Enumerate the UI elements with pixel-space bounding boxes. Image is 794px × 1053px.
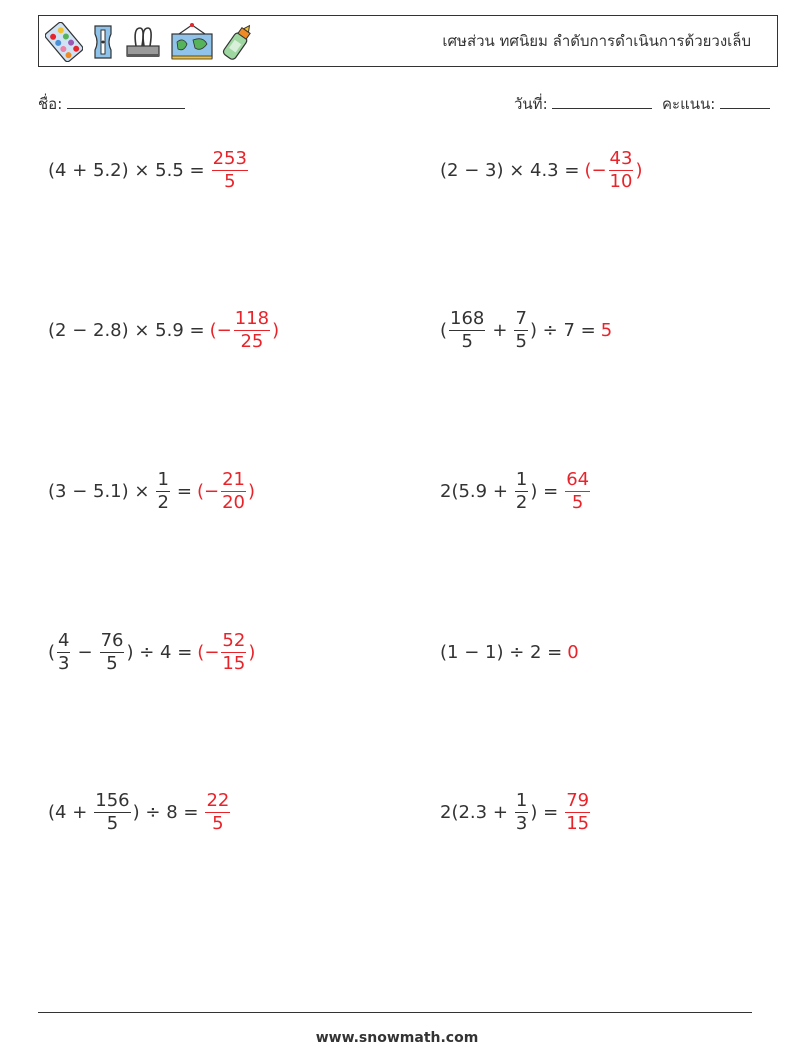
problem-expression-end: ) =: [530, 801, 559, 823]
fraction-denominator: 3: [58, 652, 70, 674]
date-label: วันที่:: [514, 95, 548, 113]
fraction-numerator: 79: [566, 789, 590, 811]
fraction: [449, 309, 485, 352]
fraction-numerator: 22: [206, 789, 230, 811]
fraction-denominator: 25: [240, 330, 264, 352]
problem-expression-end: ) ÷ 7 =: [529, 319, 596, 341]
fraction-numerator: 1: [157, 468, 169, 490]
problem-7: [48, 624, 255, 680]
header-icons: [45, 20, 255, 64]
fraction-denominator: 15: [222, 652, 246, 674]
problem-expression-end: ) ÷ 4 =: [126, 641, 193, 663]
answer-prefix: (−: [197, 641, 220, 663]
answer: [210, 309, 280, 352]
fraction: [515, 470, 528, 513]
problem-expression-start: (: [48, 641, 56, 663]
problem-3: [48, 302, 279, 358]
score-field: [662, 92, 770, 116]
name-label: ชื่อ:: [38, 95, 63, 113]
fraction-numerator: 7: [515, 307, 527, 329]
answer: [203, 791, 232, 834]
fraction: [565, 470, 590, 513]
fraction-denominator: 5: [515, 330, 527, 352]
fraction-numerator: 156: [95, 789, 130, 811]
problem-expression-start: 2(5.9 +: [440, 480, 508, 502]
fraction: [100, 631, 125, 674]
fraction-denominator: 20: [222, 491, 246, 513]
problem-8: [440, 624, 579, 680]
answer: [584, 149, 642, 192]
problem-5: [48, 463, 255, 519]
fraction-numerator: 21: [222, 468, 246, 490]
problem-expression-start: (4 + 5.2) × 5.5 =: [48, 159, 205, 181]
problem-2: [440, 142, 642, 198]
fraction-denominator: 15: [566, 812, 590, 834]
problem-10: [440, 784, 592, 840]
fraction: [609, 149, 634, 192]
footer-divider: [38, 1012, 752, 1013]
fraction-denominator: 5: [224, 170, 236, 192]
fraction-denominator: 5: [571, 491, 584, 513]
fraction-numerator: 118: [234, 307, 270, 329]
answer-value: 0: [567, 641, 579, 663]
fraction-denominator: 10: [609, 170, 633, 192]
problem-expression-end: ) =: [530, 480, 559, 502]
score-label: คะแนน:: [662, 95, 716, 113]
fraction: [156, 470, 169, 513]
answer-suffix: ): [248, 480, 256, 502]
answer-prefix: (−: [197, 480, 220, 502]
fraction: [212, 149, 248, 192]
fraction: [205, 791, 230, 834]
answer-value: 5: [600, 319, 613, 341]
answer: [563, 470, 592, 513]
fraction-denominator: 5: [106, 812, 119, 834]
fraction-denominator: 5: [212, 812, 224, 834]
problem-expression-start: (: [440, 319, 448, 341]
fraction: [57, 631, 70, 674]
fraction: [514, 309, 527, 352]
problem-expression-end: ) ÷ 8 =: [132, 801, 199, 823]
fraction-numerator: 43: [609, 147, 633, 169]
answer-prefix: (−: [209, 319, 232, 341]
answer: [210, 149, 250, 192]
worksheet-title: เศษส่วน ทศนิยม ลำดับการดำเนินการด้วยวงเล็บ: [442, 32, 751, 50]
name-field: [38, 92, 185, 116]
worksheet-header: [38, 15, 778, 67]
glue-bottle-icon: [221, 22, 255, 62]
answer-suffix: ): [248, 641, 256, 663]
problem-operator: +: [492, 319, 508, 341]
fraction: [515, 791, 528, 834]
score-blank[interactable]: [720, 94, 770, 109]
answer: [197, 470, 255, 513]
answer-suffix: ): [272, 319, 280, 341]
answer-prefix: (−: [584, 159, 607, 181]
problem-expression-end: =: [176, 480, 192, 502]
fraction-numerator: 4: [58, 629, 70, 651]
problem-expression-start: (1 − 1) ÷ 2 =: [440, 641, 563, 663]
fraction: [234, 309, 270, 352]
fraction: [221, 631, 246, 674]
fraction-numerator: 253: [212, 147, 247, 169]
problem-6: [440, 463, 592, 519]
answer-suffix: ): [635, 159, 643, 181]
problem-1: [48, 142, 250, 198]
problem-9: [48, 784, 232, 840]
answer: [567, 642, 578, 663]
fraction-numerator: 1: [515, 789, 528, 811]
binder-clip-icon: [123, 22, 163, 62]
answer: [197, 631, 255, 674]
date-blank[interactable]: [552, 94, 652, 109]
problem-expression-start: (3 − 5.1) ×: [48, 480, 150, 502]
date-field: [514, 92, 652, 116]
problem-expression-start: 2(2.3 +: [440, 801, 508, 823]
fraction: [221, 470, 246, 513]
map-board-icon: [169, 22, 215, 62]
name-blank[interactable]: [67, 94, 185, 109]
fraction-numerator: 1: [515, 468, 528, 490]
problem-expression-start: (2 − 2.8) × 5.9 =: [48, 319, 205, 341]
fraction-denominator: 5: [106, 652, 118, 674]
paint-palette-icon: [45, 22, 83, 62]
problem-4: [440, 302, 612, 358]
fraction-denominator: 3: [515, 812, 528, 834]
problem-expression-start: (2 − 3) × 4.3 =: [440, 159, 580, 181]
pencil-sharpener-icon: [89, 22, 117, 62]
fraction: [94, 791, 130, 834]
fraction: [565, 791, 590, 834]
fraction-numerator: 168: [450, 307, 485, 329]
fraction-numerator: 52: [222, 629, 246, 651]
fraction-numerator: 64: [566, 468, 590, 490]
fraction-denominator: 2: [515, 491, 528, 513]
answer: [601, 320, 612, 341]
fraction-denominator: 2: [157, 491, 169, 513]
footer-site: www.snowmath.com: [315, 1030, 479, 1046]
answer: [563, 791, 592, 834]
problem-expression-start: (4 +: [48, 801, 88, 823]
problem-operator: −: [77, 641, 93, 663]
fraction-denominator: 5: [461, 330, 473, 352]
fraction-numerator: 76: [100, 629, 124, 651]
